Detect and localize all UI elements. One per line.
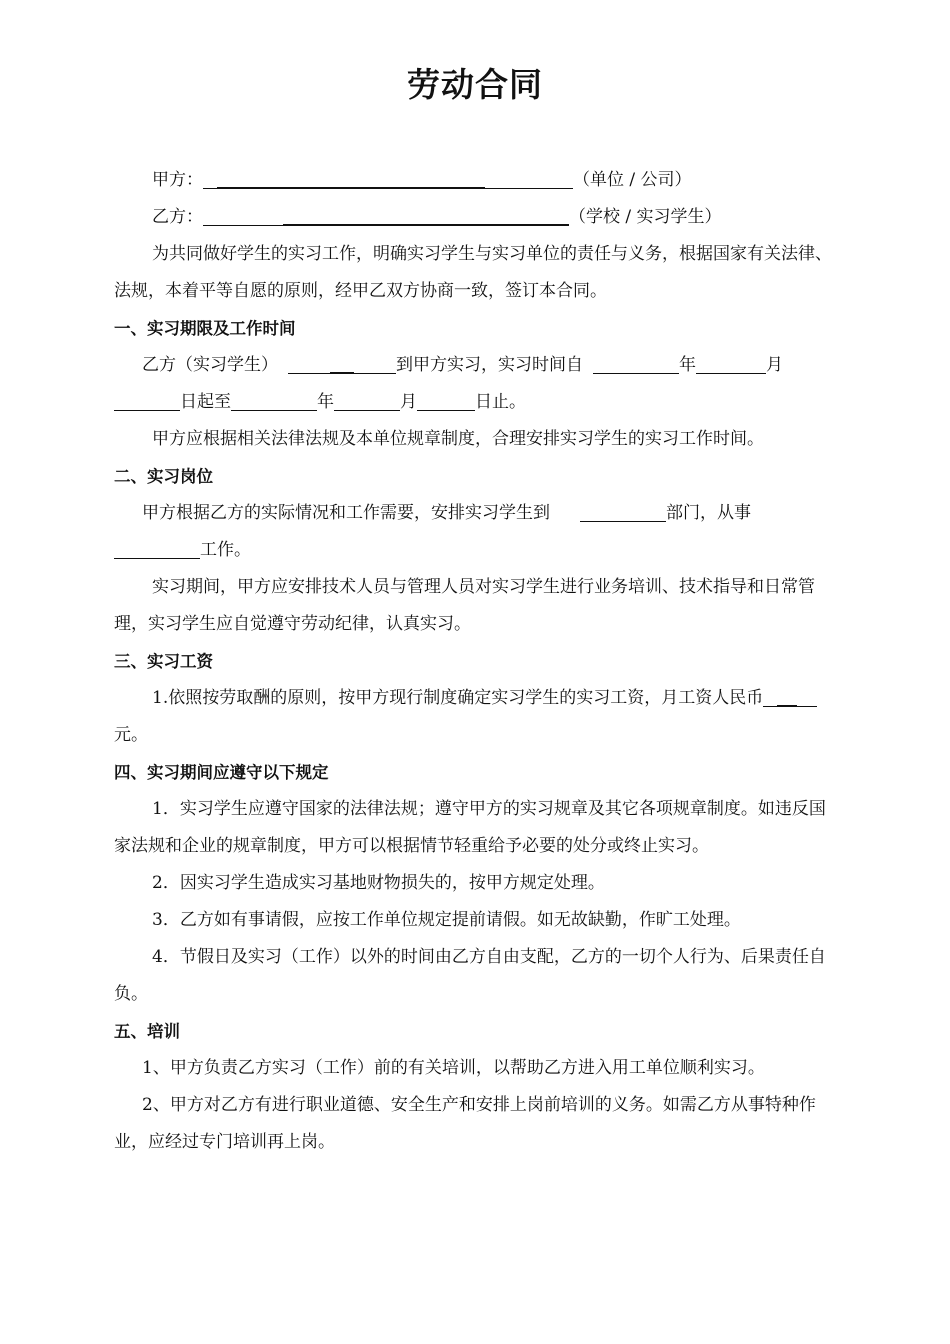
section-3-paragraph-1 — [114, 680, 842, 754]
party-a-note: （单位 / 公司） — [573, 170, 692, 190]
text-fragment: 年 — [679, 355, 696, 375]
section-4-item-1: 1．实习学生应遵守国家的法律法规；遵守甲方的实习规章及其它各项规章制度。如违反国家法规和企业的规章制度，甲方可以根据情节轻重给予必要的处分或终止实习。 — [114, 799, 826, 856]
department-field[interactable] — [580, 501, 666, 522]
text-fragment: 日起至 — [180, 392, 231, 412]
section-3-heading: 三、实习工资 — [114, 652, 213, 671]
blank-field[interactable] — [485, 168, 573, 189]
start-month-field[interactable] — [696, 353, 766, 374]
section-2-heading: 二、实习岗位 — [114, 467, 213, 486]
salary-field[interactable] — [777, 685, 797, 707]
text-fragment: 1.依照按劳取酬的原则，按甲方现行制度确定实习学生的实习工资，月工资人民币 — [152, 688, 764, 708]
text-fragment: 到甲方实习，实习时间自 — [396, 355, 583, 375]
party-b-label: 乙方： — [152, 207, 203, 227]
section-2-paragraph-1 — [114, 495, 842, 569]
text-fragment: 工作。 — [200, 540, 251, 560]
text-fragment: 甲方根据乙方的实际情况和工作需要，安排实习学生到 — [142, 503, 550, 523]
blank-field[interactable] — [203, 168, 217, 189]
end-year-field[interactable] — [231, 390, 317, 411]
text-fragment: 月 — [766, 355, 783, 375]
section-1-heading: 一、实习期限及工作时间 — [114, 319, 296, 338]
section-2-paragraph-2: 实习期间，甲方应安排技术人员与管理人员对实习学生进行业务培训、技术指导和日常管理，实习学生应自觉遵守劳动纪律，认真实习。 — [114, 577, 815, 634]
document-body — [114, 162, 842, 1161]
section-5-item-1: 1、甲方负责乙方实习（工作）前的有关培训，以帮助乙方进入用工单位顺利实习。 — [142, 1058, 765, 1078]
blank-field[interactable] — [354, 353, 396, 374]
end-month-field[interactable] — [334, 390, 400, 411]
section-5-item-2: 2、甲方对乙方有进行职业道德、安全生产和安排上岗前培训的义务。如需乙方从事特种作业，应经过专门培训再上岗。 — [114, 1095, 816, 1152]
intro-paragraph: 为共同做好学生的实习工作，明确实习学生与实习单位的责任与义务，根据国家有关法律、法规，本着平等自愿的原则，经甲乙双方协商一致，签订本合同。 — [114, 244, 832, 301]
document-title: 劳动合同 — [407, 65, 543, 104]
start-year-field[interactable] — [593, 353, 679, 374]
party-b-name-field[interactable] — [283, 204, 569, 226]
job-field[interactable] — [114, 538, 200, 559]
section-5-heading: 五、培训 — [114, 1022, 180, 1041]
party-a-name-field[interactable] — [217, 167, 485, 189]
section-1-paragraph-2: 甲方应根据相关法律法规及本单位规章制度，合理安排实习学生的实习工作时间。 — [152, 429, 764, 449]
party-a-line — [114, 162, 842, 199]
section-1-paragraph-1 — [114, 347, 842, 421]
section-4-heading: 四、实习期间应遵守以下规定 — [114, 763, 329, 782]
blank-field[interactable] — [797, 686, 817, 707]
section-4-item-2: 2．因实习学生造成实习基地财物损失的，按甲方规定处理。 — [152, 873, 605, 893]
section-4-item-4: 4．节假日及实习（工作）以外的时间由乙方自由支配，乙方的一切个人行为、后果责任自负。 — [114, 947, 826, 1004]
intern-name-field[interactable] — [330, 352, 354, 374]
party-b-line — [114, 199, 842, 236]
text-fragment: 日止。 — [475, 392, 526, 412]
text-fragment: 元。 — [114, 725, 148, 745]
blank-field[interactable] — [203, 205, 283, 226]
section-4-item-3: 3．乙方如有事请假，应按工作单位规定提前请假。如无故缺勤，作旷工处理。 — [152, 910, 741, 930]
intern-label: 乙方（实习学生） — [142, 355, 278, 375]
text-fragment: 月 — [400, 392, 417, 412]
end-day-field[interactable] — [417, 390, 475, 411]
blank-field[interactable] — [763, 686, 777, 707]
text-fragment: 部门，从事 — [666, 503, 751, 523]
blank-field[interactable] — [288, 353, 330, 374]
start-day-field[interactable] — [114, 390, 180, 411]
party-b-note: （学校 / 实习学生） — [569, 207, 722, 227]
text-fragment: 年 — [317, 392, 334, 412]
party-a-label: 甲方： — [152, 170, 203, 190]
